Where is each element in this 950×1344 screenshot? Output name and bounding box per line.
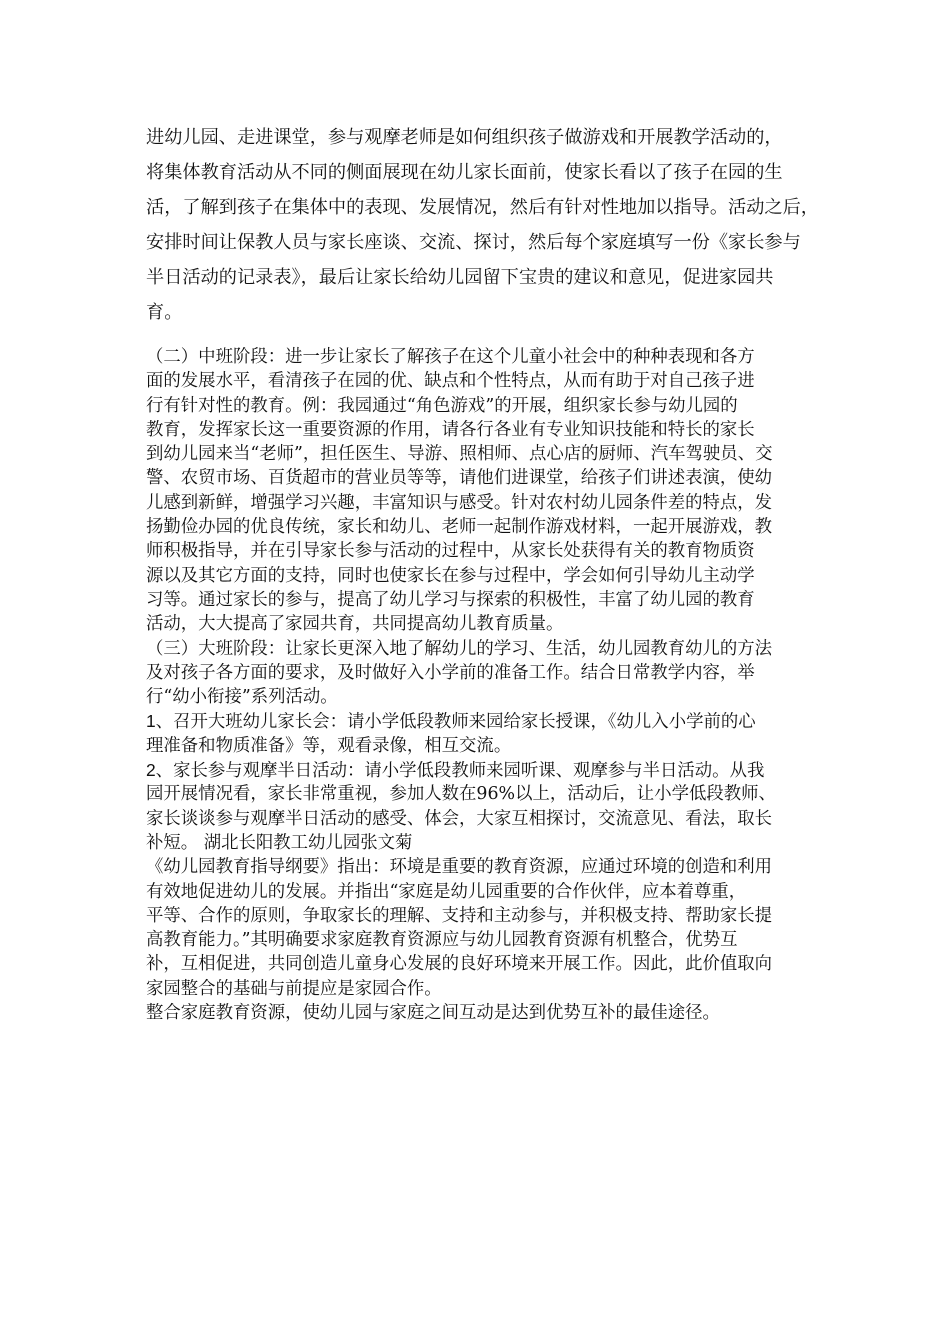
text-line: 活动，大大提高了家园共育，共同提高幼儿教育质量。 xyxy=(146,614,564,635)
text-line: 进幼儿园、走进课堂，参与观摩老师是如何组织孩子做游戏和开展教学活动的， xyxy=(146,127,783,148)
text-line: （三）大班阶段：让家长更深入地了解幼儿的学习、生活，幼儿园教育幼儿的方法 xyxy=(146,638,773,659)
text-line: 有效地促进幼儿的发展。并指出“家庭是幼儿园重要的合作伙伴，应本着尊重， xyxy=(146,881,747,902)
text-line: 教育，发挥家长这一重要资源的作用，请各行各业有专业知识技能和特长的家长 xyxy=(146,419,755,440)
text-line: 安排时间让保教人员与家长座谈、交流、探讨，然后每个家庭填写一份《家长参与 xyxy=(146,232,801,253)
text-line: 将集体教育活动从不同的侧面展现在幼儿家长面前，使家长看以了孩子在园的生 xyxy=(146,162,783,183)
paragraph-continuation xyxy=(146,120,826,330)
text-line: 补短。 湖北长阳教工幼儿园张文菊 xyxy=(146,832,413,853)
text-line: 2、家长参与观摩半日活动：请小学低段教师来园听课、观摩参与半日活动。从我 xyxy=(146,760,765,781)
text-line: 习等。通过家长的参与，提高了幼儿学习与探索的积极性，丰富了幼儿园的教育 xyxy=(146,589,755,610)
text-line: 《幼儿园教育指导纲要》指出：环境是重要的教育资源，应通过环境的创造和利用 xyxy=(146,857,773,878)
text-line: 源以及其它方面的支持，同时也使家长在参与过程中，学会如何引导幼儿主动学 xyxy=(146,565,755,586)
text-line: 及对孩子各方面的要求，及时做好入小学前的准备工作。结合日常教学内容，举 xyxy=(146,662,755,683)
text-line: 行“幼小衔接”系列活动。 xyxy=(146,687,338,708)
text-line: 面的发展水平，看清孩子在园的优、缺点和个性特点，从而有助于对自己孩子进 xyxy=(146,371,755,392)
text-line: 警、农贸市场、百货超市的营业员等等，请他们进课堂，给孩子们讲述表演，使幼 xyxy=(146,468,773,489)
text-line: 半日活动的记录表》，最后让家长给幼儿园留下宝贵的建议和意见，促进家园共 xyxy=(146,267,774,288)
text-line: 理准备和物质准备》等，观看录像，相互交流。 xyxy=(146,735,512,756)
text-line: 园开展情况看，家长非常重视，参加人数在96%以上，活动后，让小学低段教师、 xyxy=(146,784,776,805)
text-line: 活，了解到孩子在集体中的表现、发展情况，然后有针对性地加以指导。活动之后， xyxy=(146,197,819,218)
text-line: 家长谈谈参与观摩半日活动的感受、体会，大家互相探讨，交流意见、看法，取长 xyxy=(146,808,773,829)
text-line: 育。 xyxy=(146,302,183,323)
text-line: （二）中班阶段：进一步让家长了解孩子在这个儿童小社会中的种种表现和各方 xyxy=(146,347,755,367)
text-line: 补，互相促进，共同创造儿童身心发展的良好环境来开展工作。因此，此价值取向 xyxy=(146,954,773,975)
text-line: 儿感到新鲜，增强学习兴趣，丰富知识与感受。针对农村幼儿园条件差的特点，发 xyxy=(146,492,773,513)
text-line: 1、召开大班幼儿家长会：请小学低段教师来园给家长授课，《幼儿入小学前的心 xyxy=(146,711,756,732)
text-line: 扬勤俭办园的优良传统，家长和幼儿、老师一起制作游戏材料，一起开展游戏，教 xyxy=(146,517,773,538)
text-line: 高教育能力。”其明确要求家庭教育资源应与幼儿园教育资源有机整合，优势互 xyxy=(146,930,738,951)
text-line: 师积极指导，并在引导家长参与活动的过程中，从家长处获得有关的教育物质资 xyxy=(146,541,755,562)
text-line: 行有针对性的教育。例：我园通过“角色游戏”的开展，组织家长参与幼儿园的 xyxy=(146,395,738,416)
text-line: 整合家庭教育资源，使幼儿园与家庭之间互动是达到优势互补的最佳途径。 xyxy=(146,1003,720,1024)
text-line: 平等、合作的原则，争取家长的理解、支持和主动参与，并积极支持、帮助家长提 xyxy=(146,905,773,926)
text-line: 家园整合的基础与前提应是家园合作。 xyxy=(146,978,442,999)
text-line: 到幼儿园来当“老师”，担任医生、导游、照相师、点心店的厨师、汽车驾驶员、交 xyxy=(146,444,773,465)
body-text-block xyxy=(146,345,826,1025)
